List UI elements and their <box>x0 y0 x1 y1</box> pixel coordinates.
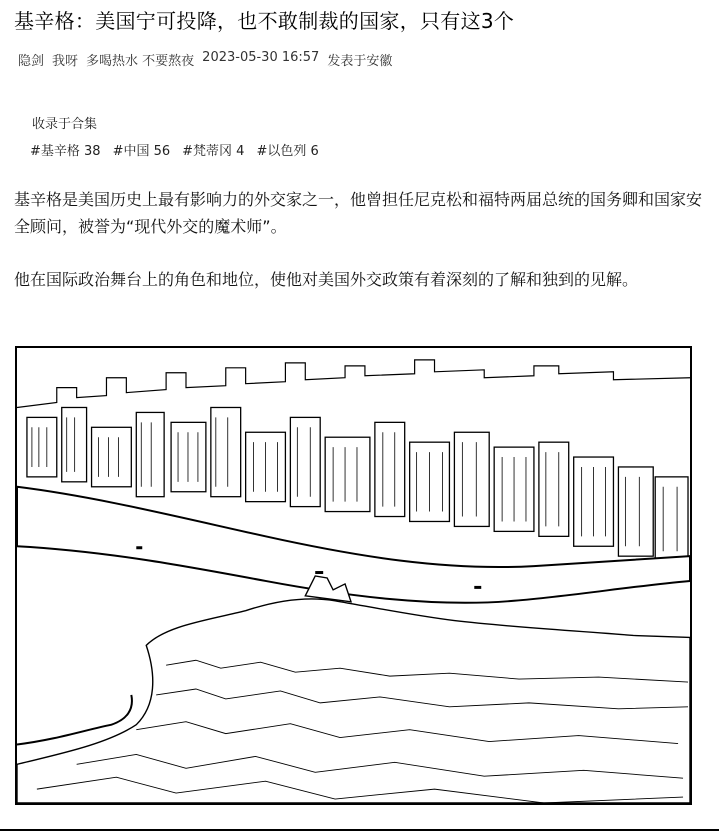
author-tagline: 多喝热水 不要熬夜 <box>86 54 195 69</box>
author-badge[interactable]: 隐剑 <box>18 54 45 69</box>
collection-label: 收录于合集 <box>32 117 98 132</box>
tag-list <box>30 140 319 159</box>
article-paragraph: 他在国际政治舞台上的角色和地位，使他对美国外交政策有着深刻的了解和独到的见解。 <box>14 270 639 289</box>
publish-datetime: 2023-05-30 16:57 <box>202 50 320 65</box>
article-photo <box>15 346 692 805</box>
article-title: 基辛格：美国宁可投降，也不敢制裁的国家，只有这3个 <box>14 9 515 33</box>
tag-china[interactable]: #中国 56 <box>112 144 171 159</box>
publish-location: 发表于安徽 <box>327 54 393 69</box>
tag-israel[interactable]: #以色列 6 <box>256 144 319 159</box>
divider <box>0 829 719 831</box>
article-paragraph: 基辛格是美国历史上最有影响力的外交家之一，他曾担任尼克松和福特两届总统的国务卿和国家安全顾问，被誉为“现代外交的魔术师”。 <box>14 190 703 236</box>
article-meta <box>18 50 392 69</box>
coastal-city-illustration <box>17 348 690 803</box>
tag-kissinger[interactable]: #基辛格 38 <box>30 144 101 159</box>
author-name[interactable]: 我呀 <box>52 54 79 69</box>
tag-vatican[interactable]: #梵蒂冈 4 <box>182 144 245 159</box>
